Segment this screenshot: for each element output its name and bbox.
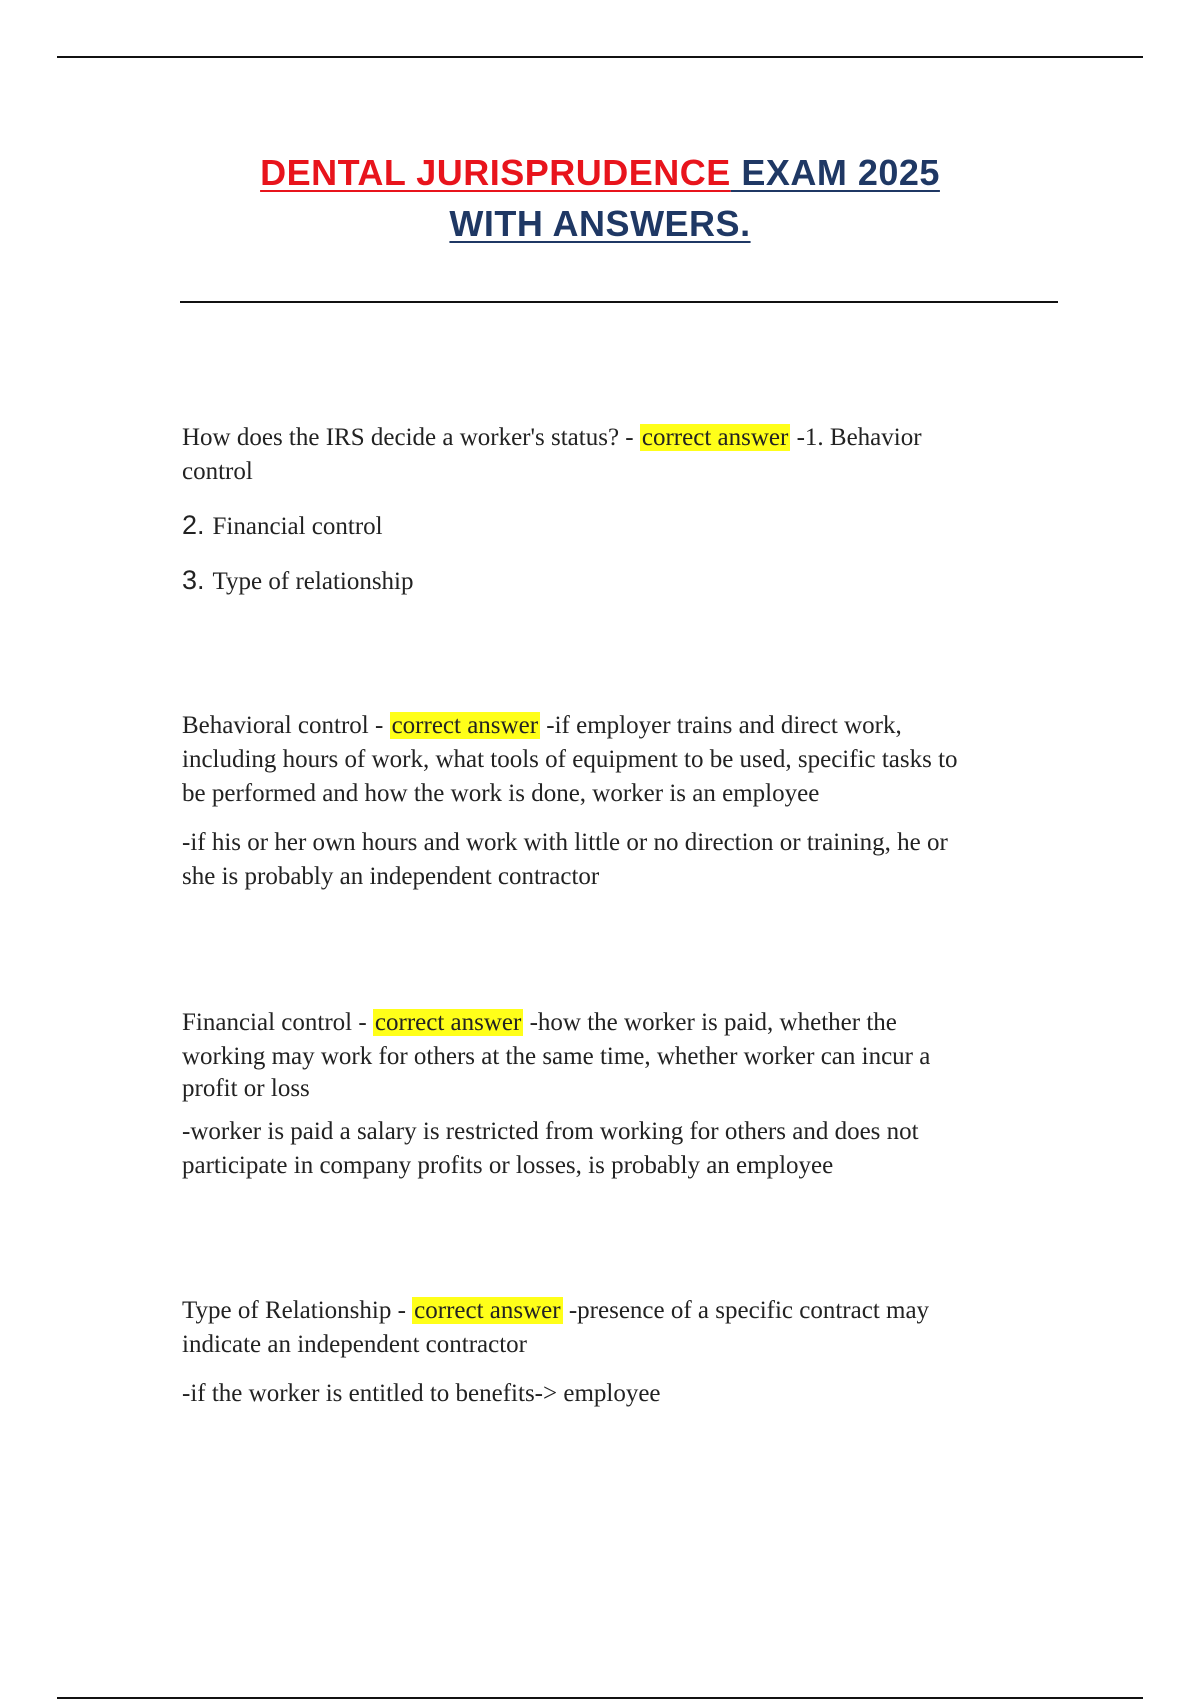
list-item-text: Financial control [212, 513, 383, 540]
answer-line: profit or loss [182, 1075, 310, 1102]
question-line [182, 1006, 1032, 1040]
question-line [182, 709, 1032, 743]
answer-line: -worker is paid a salary is restricted from working for others and does not [182, 1118, 919, 1145]
answer-line: participate in company profits or losses, is probably an employee [182, 1152, 834, 1179]
answer-line: indicate an independent contractor [182, 1331, 527, 1358]
list-item [182, 563, 414, 599]
question-financial-control [182, 1006, 1032, 1104]
question-text: Behavioral control - [182, 712, 390, 739]
question-text: How does the IRS decide a worker's status? - [182, 424, 640, 451]
title-navy-part: EXAM 2025 [730, 152, 940, 193]
list-item-text: Type of relationship [212, 568, 414, 595]
question-text: Financial control - [182, 1009, 373, 1036]
answer-line: she is probably an independent contractor [182, 863, 600, 890]
answer-text: -presence of a specific contract may [562, 1297, 930, 1324]
answer-text: -if employer trains and direct work, [540, 712, 902, 739]
answer-text: -1. Behavior [790, 424, 922, 451]
list-item [182, 508, 383, 544]
answer-marker-highlight: correct answer [374, 1009, 522, 1036]
title-navy-part-2: WITH ANSWERS. [449, 203, 751, 244]
title-divider [180, 301, 1058, 303]
answer-line: including hours of work, what tools of equipment to be used, specific tasks to [182, 746, 958, 773]
answer-continuation: control [182, 458, 253, 485]
answer-line: -if the worker is entitled to benefits-> employee [182, 1380, 661, 1407]
document-title-line-1 [0, 148, 1200, 198]
answer-note [182, 1377, 1032, 1411]
question-irs-worker-status [182, 421, 1032, 489]
bottom-rule [57, 1697, 1143, 1699]
question-type-of-relationship [182, 1294, 1032, 1362]
answer-text: -how the worker is paid, whether the [523, 1009, 897, 1036]
answer-marker-highlight: correct answer [641, 424, 789, 451]
title-red-part: DENTAL JURISPRUDENCE [260, 152, 731, 193]
list-number: 2. [182, 510, 205, 540]
answer-marker-highlight: correct answer [414, 1297, 561, 1324]
answer-line: be performed and how the work is done, worker is an employee [182, 780, 820, 807]
question-behavioral-control [182, 709, 1032, 811]
question-line [182, 1294, 1032, 1328]
answer-note [182, 1115, 1032, 1183]
answer-line: working may work for others at the same time, whether worker can incur a [182, 1043, 931, 1070]
answer-line: -if his or her own hours and work with little or no direction or training, he or [182, 829, 948, 856]
question-text: Type of Relationship - [182, 1297, 413, 1324]
list-number: 3. [182, 565, 205, 595]
top-rule [57, 56, 1143, 58]
document-title-line-2 [0, 199, 1200, 249]
answer-note [182, 826, 1032, 894]
question-line [182, 421, 1032, 455]
answer-marker-highlight: correct answer [391, 712, 539, 739]
